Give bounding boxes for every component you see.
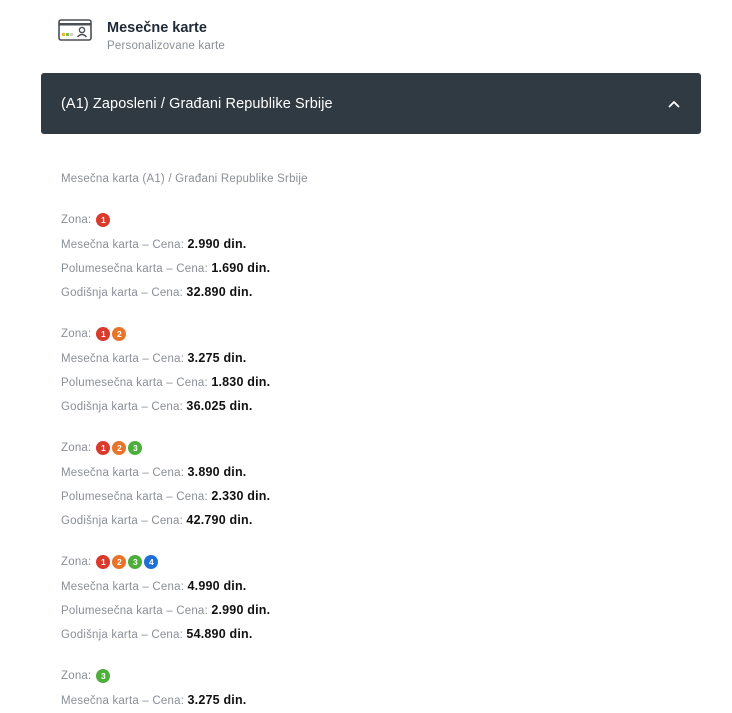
zone-block <box>61 208 681 304</box>
price-label: Polumesečna karta – Cena: <box>61 377 212 389</box>
price-row <box>61 484 681 508</box>
zone-badge-2: 2 <box>112 441 126 455</box>
price-row <box>61 598 681 622</box>
price-row <box>61 346 681 370</box>
zone-row <box>61 208 681 232</box>
zone-row <box>61 322 681 346</box>
header-text <box>107 18 225 53</box>
page-title: Mesečne karte <box>107 20 207 36</box>
section-title: Mesečna karta (A1) / Građani Republike Srbije <box>61 173 308 185</box>
zone-label: Zona: <box>61 670 92 682</box>
zone-badge-1: 1 <box>96 327 110 341</box>
page-subtitle: Personalizovane karte <box>107 40 225 52</box>
price-row <box>61 688 681 712</box>
price-label: Godišnja karta – Cena: <box>61 401 187 413</box>
accordion-content <box>61 171 681 712</box>
price-value: 54.890 din. <box>186 627 253 641</box>
price-value: 2.330 din. <box>211 489 271 503</box>
zone-badges <box>96 213 110 227</box>
price-label: Polumesečna karta – Cena: <box>61 263 212 275</box>
price-label: Mesečna karta – Cena: <box>61 353 188 365</box>
zone-badges <box>96 327 126 341</box>
zone-row <box>61 664 681 688</box>
zone-block <box>61 550 681 646</box>
price-label: Mesečna karta – Cena: <box>61 581 188 593</box>
price-value: 2.990 din. <box>187 237 247 251</box>
zone-badge-1: 1 <box>96 441 110 455</box>
accordion-header-a1[interactable] <box>41 73 701 134</box>
price-row <box>61 280 681 304</box>
price-label: Polumesečna karta – Cena: <box>61 605 212 617</box>
zone-badges <box>96 441 142 455</box>
zone-badges <box>96 555 158 569</box>
price-value: 2.990 din. <box>211 603 271 617</box>
price-value: 3.275 din. <box>187 351 247 365</box>
price-value: 1.830 din. <box>211 375 271 389</box>
price-label: Godišnja karta – Cena: <box>61 287 187 299</box>
price-row <box>61 370 681 394</box>
zone-badge-3: 3 <box>96 669 110 683</box>
price-label: Godišnja karta – Cena: <box>61 515 187 527</box>
chevron-up-icon[interactable] <box>667 97 681 111</box>
price-value: 32.890 din. <box>186 285 253 299</box>
price-row <box>61 508 681 532</box>
zone-badge-1: 1 <box>96 555 110 569</box>
price-value: 1.690 din. <box>211 261 271 275</box>
price-label: Polumesečna karta – Cena: <box>61 491 212 503</box>
zone-row <box>61 550 681 574</box>
price-value: 3.275 din. <box>187 693 247 707</box>
price-row <box>61 574 681 598</box>
zone-badge-3: 3 <box>128 555 142 569</box>
price-row <box>61 394 681 418</box>
price-value: 3.890 din. <box>187 465 247 479</box>
price-row <box>61 232 681 256</box>
zone-badge-2: 2 <box>112 327 126 341</box>
zone-badge-3: 3 <box>128 441 142 455</box>
zone-badge-4: 4 <box>144 555 158 569</box>
id-card-icon <box>58 19 92 41</box>
price-value: 4.990 din. <box>187 579 247 593</box>
price-row <box>61 622 681 646</box>
zone-block <box>61 436 681 532</box>
zone-badges <box>96 669 110 683</box>
zone-list <box>61 208 681 712</box>
zone-label: Zona: <box>61 442 92 454</box>
price-row <box>61 256 681 280</box>
header <box>58 18 225 53</box>
price-label: Mesečna karta – Cena: <box>61 695 188 707</box>
zone-label: Zona: <box>61 328 92 340</box>
accordion-title: (A1) Zaposleni / Građani Republike Srbije <box>61 95 333 112</box>
price-row <box>61 460 681 484</box>
zone-block <box>61 664 681 712</box>
zone-row <box>61 436 681 460</box>
price-label: Godišnja karta – Cena: <box>61 629 187 641</box>
price-label: Mesečna karta – Cena: <box>61 239 188 251</box>
zone-badge-1: 1 <box>96 213 110 227</box>
zone-badge-2: 2 <box>112 555 126 569</box>
zone-label: Zona: <box>61 556 92 568</box>
zone-label: Zona: <box>61 214 92 226</box>
zone-block <box>61 322 681 418</box>
price-value: 36.025 din. <box>186 399 253 413</box>
price-label: Mesečna karta – Cena: <box>61 467 188 479</box>
price-value: 42.790 din. <box>186 513 253 527</box>
